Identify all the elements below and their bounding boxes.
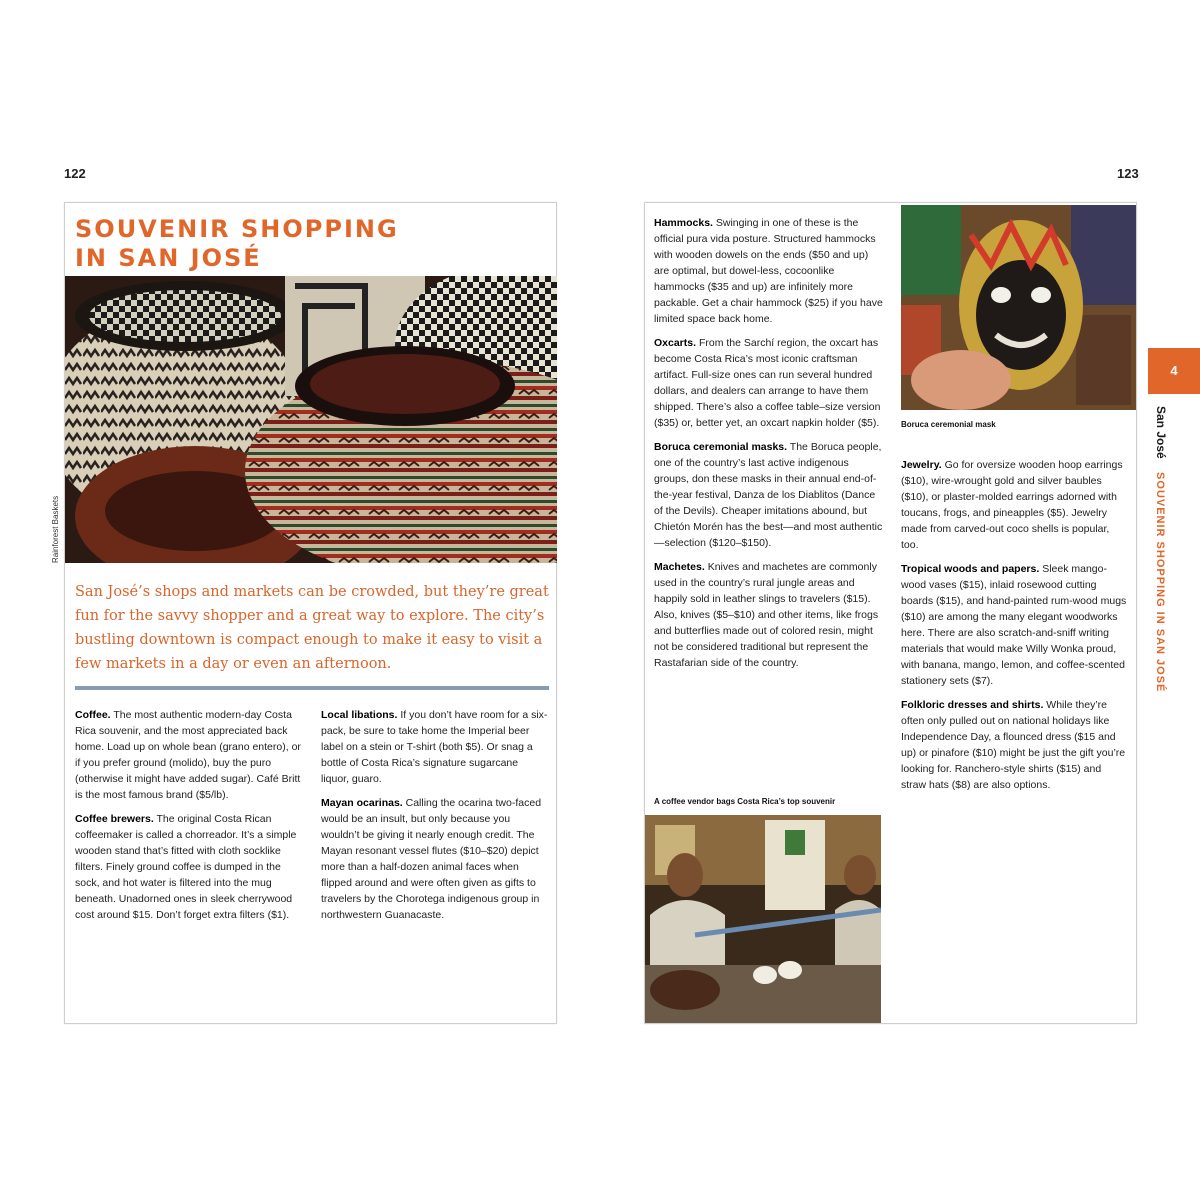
entry-coffee: Coffee. The most authentic modern-day Costa Rica souvenir, and the most appreciated back home. Load up on whole bean (grano entero), or if you prefer ground (molido), buy the puro (otherwise it might have added sugar). Café Britt is the most famous brand ($5/lb). <box>75 709 301 801</box>
mask-photo <box>901 205 1136 410</box>
right-column-1 <box>654 215 886 679</box>
divider-rule <box>75 686 549 690</box>
entry-oxcarts: Oxcarts. From the Sarchí region, the oxcart has become Costa Rica’s most iconic craftsman artifact. Full-size ones can run several hundred dollars, and dealers can arrange to have them shipped. There’s also a coffee table–size version ($35) or, better yet, an oxcart napkin holder ($5). <box>654 337 881 429</box>
right-page <box>644 202 1137 1024</box>
page-number-right: 123 <box>1117 166 1139 181</box>
left-column-1 <box>75 707 303 931</box>
side-title-city: San José <box>1154 406 1168 459</box>
intro-text: San José’s shops and markets can be crowded, but they’re great fun for the savvy shopper and a great way to explore. The city’s bustling downtown is compact enough to make it easy to visit a few markets in a day or even an afternoon. <box>75 584 549 672</box>
entry-boruca-masks: Boruca ceremonial masks. The Boruca people, one of the country’s last active indigenous groups, don these masks in their annual end-of-the-year festival, Danza de los Diablitos (Dance of the Devils). Cheaper imitations abound, but Chietón Morén has the best—and most authentic—selection ($120–$150). <box>654 441 883 549</box>
mask-caption: Boruca ceremonial mask <box>901 420 996 429</box>
photo-credit: Rainforest Baskets <box>51 495 60 563</box>
entry-hammocks: Hammocks. Swinging in one of these is the official pura vida posture. Structured hammocks with wooden dowels on the ends ($50 and up) are optimal, but dowel-less, cocoonlike hammocks ($35 and up) are infinitely more packable. Get a chair hammock ($25) if you have limited space back home. <box>654 217 883 325</box>
coffee-caption: A coffee vendor bags Costa Rica’s top souvenir <box>654 797 836 806</box>
page-number-left: 122 <box>64 166 86 181</box>
entry-coffee-brewers: Coffee brewers. The original Costa Rican coffeemaker is called a chorreador. It’s a simple wooden stand that’s fitted with cloth socklike filters. Finely ground coffee is dumped in the sock, and hot water is filtered into the mug beneath. Unadorned ones in sleek cherrywood cost around $15. Don’t forget extra filters ($1). <box>75 813 297 921</box>
entry-tropical-woods: Tropical woods and papers. Sleek mango-wood vases ($15), inlaid rosewood cutting boards ($15), and hand-painted rum-wood mugs ($10) are among the many elegant woodworks here. There are also scratch-and-sniff writing materials that would make Willy Wonka proud, with banana, mango, lemon, and coffee-scented stationery sets ($7). <box>901 563 1127 687</box>
entry-machetes: Machetes. Knives and machetes are commonly used in the country’s rural jungle areas and happily sold in leather slings to travelers ($15). Also, knives ($5–$10) and other items, like frogs and butterflies made out of colored resin, might not be considered traditional but represent the Rastafarian side of the country. <box>654 561 879 669</box>
page-title <box>75 215 399 273</box>
side-title-section: SOUVENIR SHOPPING IN SAN JOSÉ <box>1154 472 1166 693</box>
baskets-photo <box>65 276 557 563</box>
left-column-2 <box>321 707 549 931</box>
title-line-2: IN SAN JOSÉ <box>75 244 262 272</box>
coffee-vendor-photo <box>645 815 881 1023</box>
entry-folkloric-dresses: Folkloric dresses and shirts. While they’re often only pulled out on national holidays like Independence Day, a flounced dress ($15 and up) or pinafore ($10) might be just the gift you’re looking for. Ranchero-style shirts ($15) and straw hats ($8) are also options. <box>901 699 1126 791</box>
entry-jewelry: Jewelry. Go for oversize wooden hoop earrings ($10), wire-wrought gold and silver baubles ($10), or plaster-molded earrings adorned with toucans, frogs, and pineapples ($5). Jewelry made from carved-out coco shells is popular, too. <box>901 459 1123 551</box>
title-line-1: SOUVENIR SHOPPING <box>75 215 399 243</box>
chapter-tab: 4 <box>1148 348 1200 394</box>
side-running-title <box>1154 406 1168 692</box>
entry-mayan-ocarinas: Mayan ocarinas. Calling the ocarina two-faced would be an insult, but only because you wouldn’t be giving it nearly enough credit. The Mayan resonant vessel flutes ($10–$20) depict more than a half-dozen animal faces when flipped around and were often given as gifts to travelers by the Chorotega indigenous group in northwestern Guanacaste. <box>321 797 542 921</box>
entry-local-libations: Local libations. If you don’t have room for a six-pack, be sure to take home the Imperial beer label on a stein or T-shirt (both $5). Or snag a bottle of Costa Rica’s signature sugarcane liquor, guaro. <box>321 709 548 785</box>
right-column-2 <box>901 457 1129 801</box>
left-page <box>51 202 557 1024</box>
